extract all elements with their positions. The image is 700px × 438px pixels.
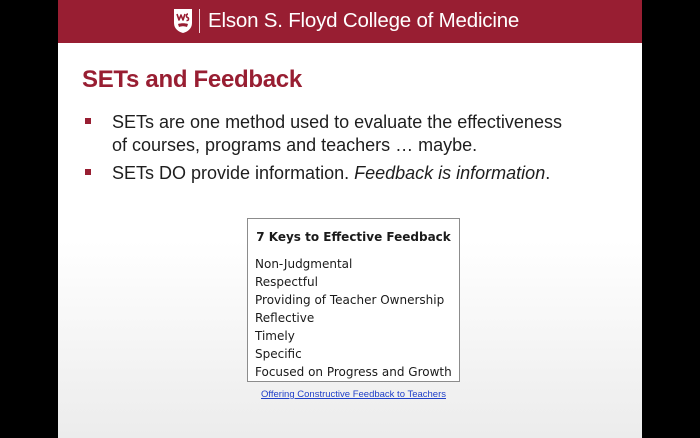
bullet-line: of courses, programs and teachers … maybe. <box>112 135 478 155</box>
bullet-text <box>112 162 632 185</box>
bullet-square-icon <box>85 118 91 124</box>
header-divider <box>199 9 200 33</box>
keys-title: 7 Keys to Effective Feedback <box>256 230 451 244</box>
keys-item: Respectful <box>255 275 318 289</box>
bullet-text <box>112 111 632 157</box>
college-name: Elson S. Floyd College of Medicine <box>208 9 520 32</box>
keys-callout-box <box>247 218 460 382</box>
keys-item: Providing of Teacher Ownership <box>255 293 445 307</box>
slide-title: SETs and Feedback <box>82 66 302 93</box>
bullet-suffix: . <box>545 163 551 183</box>
keys-item: Specific <box>255 347 302 361</box>
bullet-plain-text: SETs DO provide information. <box>112 163 355 183</box>
keys-item: Focused on Progress and Growth <box>255 365 452 379</box>
bullet-emphasis-text: Feedback is information <box>354 163 546 183</box>
bullet-square-icon <box>85 169 91 175</box>
wsu-shield-logo-icon <box>173 8 193 34</box>
slide <box>58 0 642 438</box>
keys-item: Reflective <box>255 311 315 325</box>
keys-list <box>255 255 452 381</box>
keys-item: Non-Judgmental <box>255 257 353 271</box>
source-link[interactable]: Offering Constructive Feedback to Teachers <box>261 389 446 400</box>
bullet-line: SETs are one method used to evaluate the effectiveness <box>112 112 562 132</box>
keys-item: Timely <box>255 329 295 343</box>
header-band <box>58 0 642 43</box>
